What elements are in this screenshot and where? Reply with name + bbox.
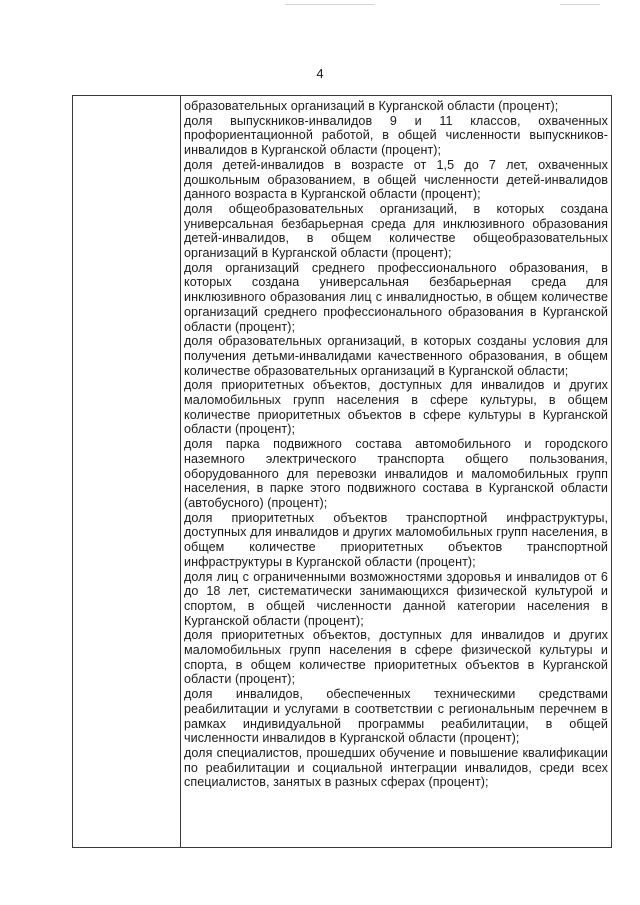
indicator-paragraph: доля парка подвижного состава автомобильного и городского наземного электрического транспорта общего пользования, оборудованного для перевозки инвалидов и маломобильных групп населения, в парке этого подвижного состава в Курганской области (автобусного) (процент);: [184, 437, 608, 510]
page-number: 4: [316, 66, 324, 81]
indicator-paragraph: доля лиц с ограниченными возможностями здоровья и инвалидов от 6 до 18 лет, систематически занимающихся физической культурой и спортом, в общей численности данной категории населения в Курганской области (процент);: [184, 569, 608, 628]
scan-artifact: [285, 4, 375, 5]
table-column-divider: [180, 96, 181, 847]
indicator-paragraph: доля общеобразовательных организаций, в которых создана универсальная безбарьерная среда для инклюзивного образования детей-инвалидов, в общем количестве общеобразовательных организаций в Курганской области (процент);: [184, 201, 608, 261]
table-right-cell: [184, 99, 608, 790]
scan-artifact: [560, 4, 600, 5]
indicator-paragraph: доля детей-инвалидов в возрасте от 1,5 до 7 лет, охваченных дошкольным образованием, в общей численности детей-инвалидов данного возраста в Курганской области (процент);: [184, 157, 608, 202]
indicator-paragraph: доля образовательных организаций, в которых созданы условия для получения детьми-инвалидами качественного образования, в общем количестве образовательных организаций в Курганской области;: [184, 334, 608, 378]
indicator-paragraph: доля инвалидов, обеспеченных техническими средствами реабилитации и услугами в соответствии с региональным перечнем в рамках индивидуальной программы реабилитации, в общей численности инвалидов в Курганской области (процент);: [184, 687, 608, 746]
indicator-paragraph: доля организаций среднего профессионального образования, в которых создана универсальная безбарьерная среда для инклюзивного образования лиц с инвалидностью, в общем количестве организаций среднего профессионального образования в Курганской области (процент);: [184, 260, 608, 334]
indicator-paragraph: доля приоритетных объектов, доступных для инвалидов и других маломобильных групп населения в сфере физической культуры и спорта, в общем количестве приоритетных объектов в Курганской области (процент);: [184, 628, 608, 687]
table-left-cell: [73, 96, 180, 847]
indicator-paragraph: образовательных организаций в Курганской области (процент);: [184, 99, 559, 113]
indicator-paragraph: доля приоритетных объектов транспортной инфраструктуры, доступных для инвалидов и других маломобильных групп населения, в общем количестве приоритетных объектов транспортной инфраструктуры в Курганской области (процент);: [184, 510, 608, 569]
indicator-paragraph: доля специалистов, прошедших обучение и повышение квалификации по реабилитации и социальной интеграции инвалидов, среди всех специалистов, занятых в разных сферах (процент);: [184, 745, 608, 790]
indicator-paragraph: доля приоритетных объектов, доступных для инвалидов и других маломобильных групп населения в сфере культуры, в общем количестве приоритетных объектов в сфере культуры в Курганской области (процент);: [184, 378, 608, 437]
indicator-paragraph: доля выпускников-инвалидов 9 и 11 классов, охваченных профориентационной работой, в общей численности выпускников-инвалидов в Курганской области (процент);: [184, 113, 608, 158]
document-table: [72, 95, 612, 848]
